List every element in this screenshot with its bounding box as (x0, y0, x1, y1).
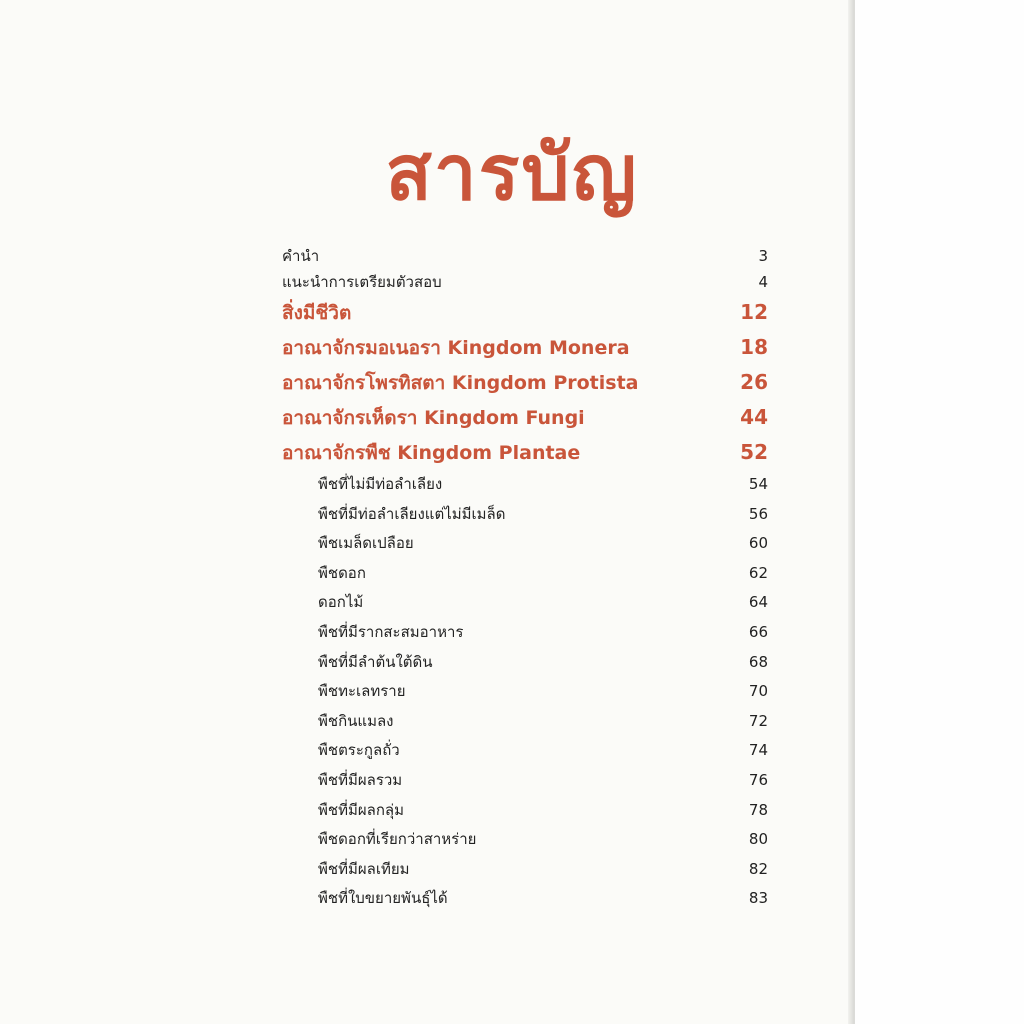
toc-entry-title: อาณาจักรมอเนอรา Kingdom Monera (282, 337, 630, 359)
toc-entry-page-number: 18 (740, 335, 768, 359)
toc-entry-page-number: 26 (740, 370, 768, 394)
toc-entry-title: พืชที่ใบขยายพันธุ์ได้ (318, 889, 448, 908)
toc-entry (282, 588, 768, 618)
toc-entry (282, 400, 768, 435)
toc-entry-page-number: 78 (748, 800, 768, 819)
toc-entry-title: พืชที่มีท่อลำเลียงแต่ไม่มีเมล็ด (318, 504, 506, 523)
toc-entry-title: พืชที่มีผลกลุ่ม (318, 800, 404, 819)
toc-entry (282, 707, 768, 737)
toc-entry-title: พืชที่มีผลรวม (318, 770, 403, 789)
toc-entry (282, 269, 768, 295)
toc-entry-page-number: 44 (740, 405, 768, 429)
toc-entry-page-number: 80 (748, 830, 768, 849)
toc-entry (282, 500, 768, 530)
toc-entry-title: สิ่งมีชีวิต (282, 302, 352, 324)
toc-entry-title: พืชที่ไม่มีท่อลำเลียง (318, 475, 443, 493)
toc-entry-title: อาณาจักรเห็ดรา Kingdom Fungi (282, 407, 585, 429)
toc-entry-page-number: 52 (740, 440, 768, 464)
toc-entry-page-number: 76 (748, 770, 768, 789)
toc-entry-page-number: 72 (748, 711, 768, 730)
toc-entry (282, 243, 768, 269)
toc-entry-page-number: 66 (748, 622, 768, 641)
toc-entry-page-number: 64 (748, 593, 768, 612)
toc-entry-page-number: 83 (748, 889, 768, 908)
toc-entry (282, 855, 768, 885)
toc-entry-page-number: 74 (748, 741, 768, 760)
page-title: สารบัญ (385, 128, 639, 217)
toc-entry (282, 470, 768, 500)
toc-entry-title: อาณาจักรโพรทิสตา Kingdom Protista (282, 372, 639, 394)
toc-entry (282, 618, 768, 648)
toc-entry (282, 648, 768, 678)
toc-entry-title: อาณาจักรพืช Kingdom Plantae (282, 442, 581, 464)
toc-entry-title: พืชกินแมลง (318, 711, 394, 730)
table-of-contents (282, 243, 768, 914)
toc-entry-page-number: 68 (748, 652, 768, 671)
toc-entry-page-number: 82 (748, 859, 768, 878)
toc-entry (282, 884, 768, 914)
toc-entry (282, 559, 768, 589)
toc-entry-title: พืชเมล็ดเปลือย (318, 534, 414, 553)
toc-entry-page-number: 60 (748, 534, 768, 553)
toc-entry (282, 529, 768, 559)
toc-entry (282, 435, 768, 470)
toc-entry (282, 330, 768, 365)
toc-entry (282, 677, 768, 707)
toc-entry-title: พืชดอก (318, 563, 366, 582)
toc-entry (282, 736, 768, 766)
toc-entry-page-number: 62 (748, 563, 768, 582)
toc-entry (282, 796, 768, 826)
toc-entry-title: พืชที่มีรากสะสมอาหาร (318, 622, 464, 641)
toc-entry (282, 295, 768, 330)
toc-entry-page-number: 4 (758, 273, 768, 291)
toc-entry (282, 766, 768, 796)
toc-entry-title: แนะนำการเตรียมตัวสอบ (282, 273, 442, 291)
toc-entry-title: คำนำ (282, 247, 320, 265)
toc-entry (282, 825, 768, 855)
toc-entry-title: พืชที่มีลำต้นใต้ดิน (318, 652, 433, 671)
toc-entry-page-number: 12 (740, 300, 768, 324)
toc-entry-title: พืชที่มีผลเทียม (318, 859, 410, 878)
toc-entry-title: ดอกไม้ (318, 593, 364, 612)
toc-entry-title: พืชดอกที่เรียกว่าสาหร่าย (318, 830, 477, 849)
toc-entry-page-number: 3 (758, 247, 768, 265)
toc-entry-page-number: 54 (748, 475, 768, 493)
toc-entry (282, 365, 768, 400)
toc-entry-page-number: 56 (748, 504, 768, 523)
toc-entry-page-number: 70 (748, 682, 768, 701)
toc-entry-title: พืชทะเลทราย (318, 682, 406, 701)
toc-entry-title: พืชตระกูลถั่ว (318, 741, 400, 760)
